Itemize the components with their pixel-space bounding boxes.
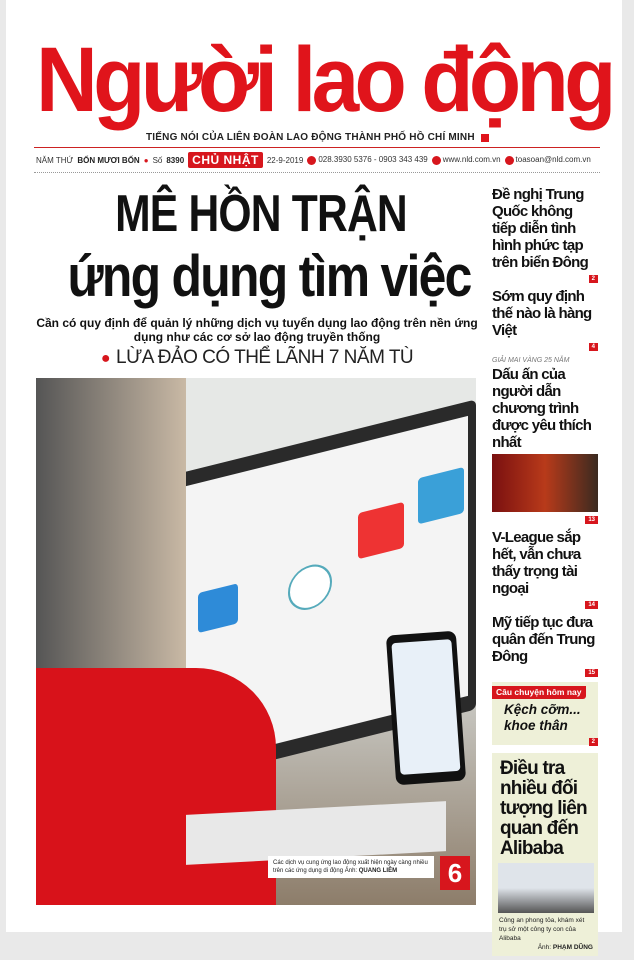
year: BỐN MƯƠI BỐN	[77, 155, 140, 165]
feature-caption: Công an phong tỏa, khám xét trụ sở một công ty con của Alibaba Ảnh: PHẠM DŨNG	[499, 917, 593, 951]
story-label: Câu chuyện hôm nay	[492, 686, 586, 699]
app-icon	[198, 583, 238, 633]
bullet-dot: ●	[143, 155, 149, 165]
app-icon	[418, 467, 464, 524]
issue-number: 8390	[166, 155, 185, 165]
sidebar-item-title: Đề nghị Trung Quốc không tiếp diễn tình hình phức tạp trên biển Đông	[492, 186, 589, 271]
bullet-text: LỪA ĐẢO CÓ THỂ LÃNH 7 NĂM TÙ	[116, 347, 414, 368]
sidebar-item[interactable]	[492, 529, 598, 606]
page-tag: 14	[585, 601, 598, 609]
page-tag: 2	[589, 738, 598, 746]
kicker: GIẢI MAI VÀNG 25 NĂM	[492, 357, 570, 364]
headline-line-1: MÊ HỒN TRẬN	[115, 185, 407, 243]
sidebar-item[interactable]	[492, 288, 598, 348]
sidebar-item-title: Sớm quy định thế nào là hàng Việt	[492, 288, 592, 339]
feature-credit: PHẠM DŨNG	[552, 944, 593, 951]
sidebar-item[interactable]	[492, 614, 598, 674]
app-icon	[358, 502, 404, 559]
sidebar-item-title: Dấu ấn của người dẫn chương trình được yêu thích nhất	[492, 366, 592, 451]
page-tag: 4	[589, 343, 598, 351]
year-label: NĂM THỨ	[36, 155, 74, 165]
page-reference: 6	[440, 856, 470, 890]
mai-vang-photo	[492, 454, 598, 512]
email-icon	[505, 156, 514, 165]
story-title: Kệch cỡm... khoe thân	[504, 702, 581, 733]
lead-photo	[36, 378, 476, 905]
feature-box[interactable]	[492, 753, 598, 956]
website[interactable]: www.nld.com.vn	[442, 155, 501, 165]
phone: 028.3930 5376 - 0903 343 439	[318, 155, 428, 165]
issue-label: Số	[152, 155, 163, 165]
feature-title: Điều tra nhiều đối tượng liên quan đến Alibaba	[500, 758, 587, 859]
sidebar-item-title: V-League sắp hết, vẫn chưa thấy trọng tài ngoại	[492, 529, 581, 597]
red-shirt	[36, 668, 276, 905]
sidebar-item-title: Mỹ tiếp tục đưa quân đến Trung Đông	[492, 614, 595, 665]
page-tag: 2	[589, 275, 598, 283]
page-tag: 13	[585, 516, 598, 524]
tagline-square	[481, 134, 489, 142]
day-badge: CHỦ NHẬT	[188, 152, 263, 168]
feature-photo	[498, 863, 594, 913]
bullet-line: ● LỪA ĐẢO CÓ THỂ LÃNH 7 NĂM TÙ	[100, 347, 414, 368]
photo-caption: Các dịch vụ cung ứng lao động xuất hiện ngày càng nhiều trên các ứng dụng di động Ảnh: QUANG LIÊM	[268, 856, 434, 878]
masthead-logo: Người lao động	[36, 29, 612, 131]
person-head	[36, 378, 186, 678]
page-tag: 15	[585, 669, 598, 677]
globe-icon	[432, 156, 441, 165]
sidebar-item[interactable]	[492, 186, 598, 280]
tagline-row	[146, 132, 489, 143]
subhead-block	[34, 316, 480, 370]
app-icon	[288, 560, 332, 615]
subheadline: Cần có quy định để quản lý những dịch vụ tuyển dụng lao động trên nền ứng dụng như các cơ sở lao động truyền thống	[36, 316, 478, 344]
photo-credit: QUANG LIÊM	[358, 868, 398, 874]
masthead-tagline: TIẾNG NÓI CỦA LIÊN ĐOÀN LAO ĐỘNG THÀNH PHỐ HỒ CHÍ MINH	[146, 132, 475, 143]
story-box[interactable]	[492, 682, 598, 745]
headline-line-2: ứng dụng tìm việc	[67, 244, 471, 309]
divider	[34, 147, 600, 148]
divider	[34, 172, 600, 173]
phone-icon	[307, 156, 316, 165]
newspaper-front-page	[6, 0, 622, 951]
date: 22-9-2019	[266, 155, 304, 165]
sidebar-item[interactable]	[492, 356, 598, 521]
smartphone	[386, 631, 466, 786]
info-bar	[36, 151, 591, 169]
sidebar	[492, 186, 598, 956]
email[interactable]: toasoan@nld.com.vn	[515, 155, 591, 165]
